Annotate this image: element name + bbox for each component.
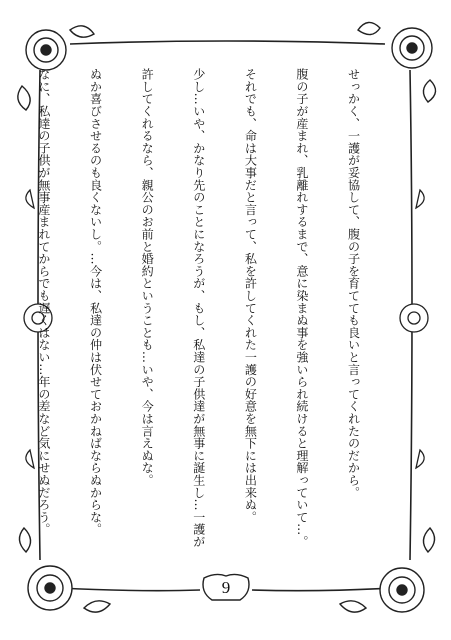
text-line: なに、私達の子供が無事産まれてからでも遅くはない…年の差など気にせぬだろう。 (36, 68, 51, 536)
text-line: 腹の子が産まれ、乳離れするまで、意に染まぬ事を強いられ続けると理解っていて…。 (294, 68, 309, 548)
page-number: 9 (221, 578, 231, 597)
text-line: それでも、命は大事だと言って、私を許してくれた一護の好意を無下には出来ぬ。 (243, 68, 258, 524)
text-line: ぬか喜びさせるのも良くないし。…今は、私達の仲は伏せておかねばならぬからな。 (88, 68, 103, 536)
vertical-text-body (36, 68, 396, 548)
text-line: 少し…いや、かなり先のことになろうが、もし、私達の子供達が無事に誕生し…一護が (191, 68, 206, 548)
text-line: せっかく、一護が妥協して、腹の子を育てても良いと言ってくれたのだから。 (346, 68, 361, 499)
text-line: 許してくれるなら、親公のお前と婚約ということも…いや、今は言えぬな。 (140, 68, 155, 487)
